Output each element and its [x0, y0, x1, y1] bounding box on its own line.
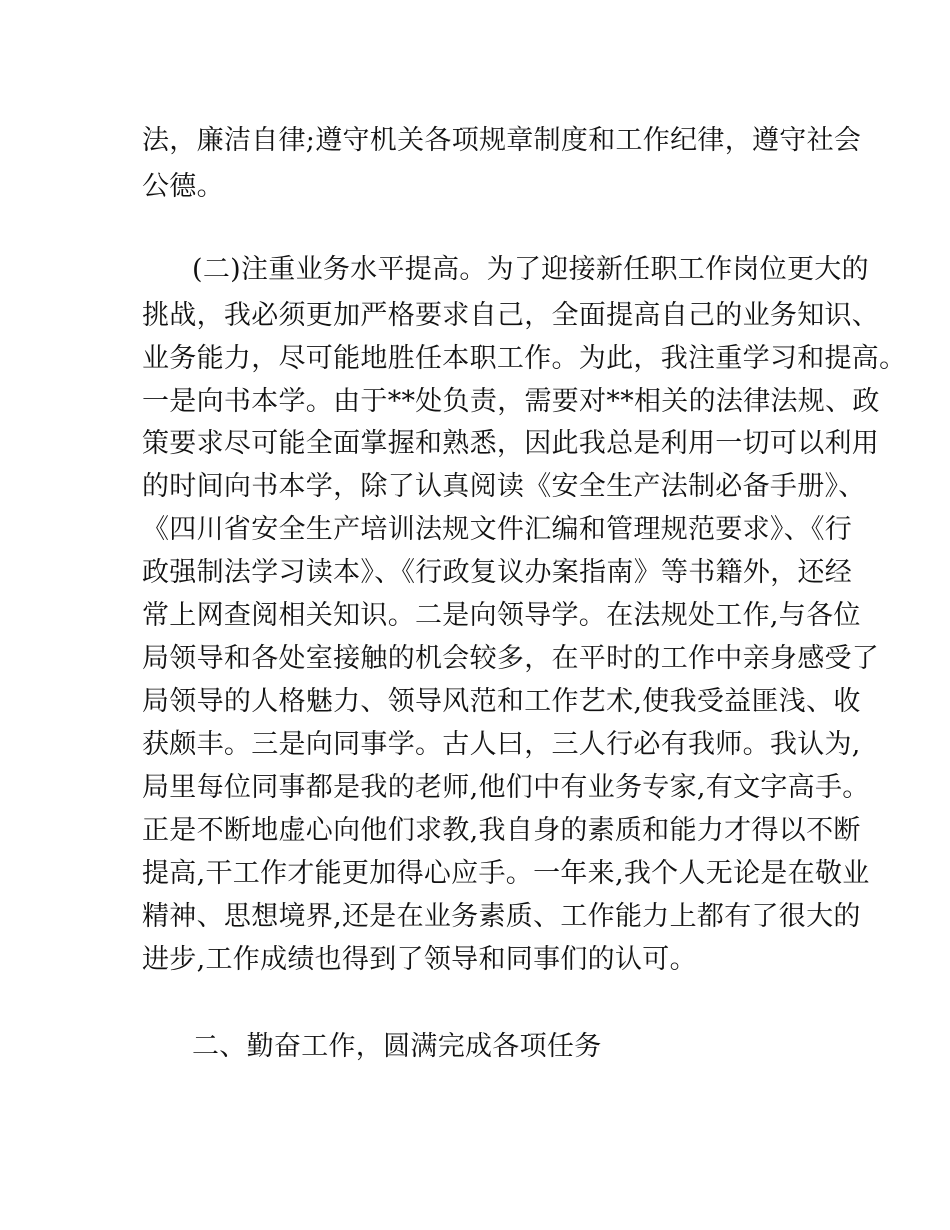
text-line: 的时间向书本学，除了认真阅读《安全生产法制必备手册》、: [142, 471, 866, 502]
text-line: 精神、思想境界,还是在业务素质、工作能力上都有了很大的: [142, 901, 861, 932]
text-line: 局领导的人格魅力、领导风范和工作艺术,使我受益匪浅、收: [142, 686, 861, 717]
text-line: 业务能力，尽可能地胜任本职工作。为此，我注重学习和提高。: [142, 343, 907, 374]
text-line: 提高,干工作才能更加得心应手。一年来,我个人无论是在敬业: [142, 858, 870, 889]
text-line: 局里每位同事都是我的老师,他们中有业务专家,有文字高手。: [142, 772, 870, 803]
text-line: 正是不断地虚心向他们求教,我自身的素质和能力才得以不断: [142, 815, 861, 846]
text-line: 一是向书本学。由于**处负责，需要对**相关的法律法规、政: [142, 386, 880, 417]
text-line: 挑战，我必须更加严格要求自己，全面提高自己的业务知识、: [142, 300, 880, 331]
text-line: 法，廉洁自律;遵守机关各项规章制度和工作纪律，遵守社会: [142, 125, 862, 156]
text-line: 常上网查阅相关知识。二是向领导学。在法规处工作,与各位: [142, 600, 861, 631]
text-line: 策要求尽可能全面掌握和熟悉，因此我总是利用一切可以利用: [142, 428, 880, 459]
paragraph-heading: (二)注重业务水平提高。为了迎接新任职工作岗位更大的: [192, 254, 869, 285]
section-heading: 二、勤奋工作，圆满完成各项任务: [192, 1031, 602, 1062]
text-line: 政强制法学习读本》、《行政复议办案指南》等书籍外，还经: [142, 557, 853, 588]
text-line: 局领导和各处室接触的机会较多，在平时的工作中亲身感受了: [142, 643, 880, 674]
text-line: 进步,工作成绩也得到了领导和同事们的认可。: [142, 944, 697, 975]
text-line: 《四川省安全生产培训法规文件汇编和管理规范要求》、《行: [142, 514, 853, 545]
text-line: 公德。: [142, 171, 224, 202]
text-line: 获颇丰。三是向同事学。古人曰，三人行必有我师。我认为,: [142, 729, 861, 760]
